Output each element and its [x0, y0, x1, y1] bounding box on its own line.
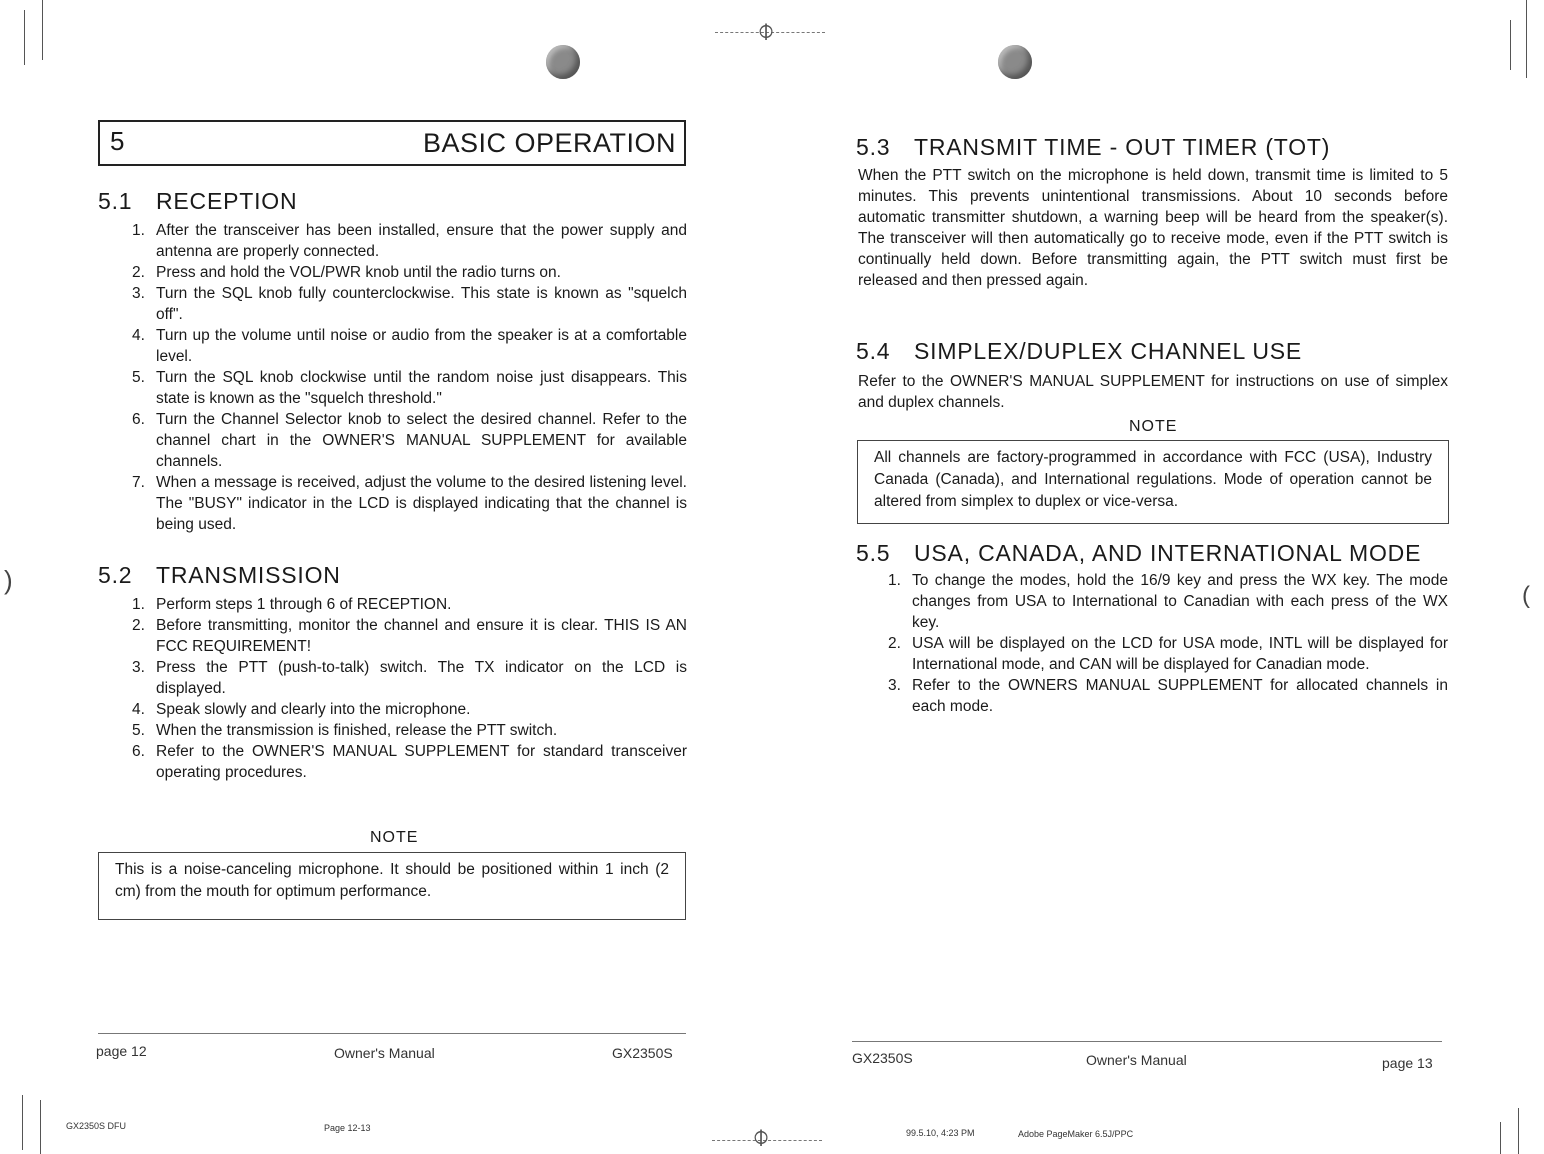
list-item: 3. Press the PTT (push-to-talk) switch. The TX indicator on the LCD is displayed.: [132, 659, 687, 697]
slug-file: GX2350S DFU: [66, 1121, 127, 1131]
section-heading-5-3: 5.3 TRANSMIT TIME - OUT TIMER (TOT): [856, 134, 1331, 160]
list-item: 7. When a message is received, adjust the volume to the desired listening level. The "BUSY" indicator in the LCD is displayed indicating that the channel is being used.: [132, 474, 687, 533]
note-text: This is a noise-canceling microphone. It should be positioned within 1 inch (2 cm) from the mouth for optimum performance.: [115, 861, 669, 900]
registration-mark-icon: ⌽: [752, 1120, 770, 1153]
list-item: 6. Refer to the OWNER'S MANUAL SUPPLEMENT for standard transceiver operating procedures.: [132, 743, 687, 781]
list-item: 1. Perform steps 1 through 6 of RECEPTION.: [132, 596, 452, 613]
chapter-number: 5: [110, 126, 125, 156]
list-item: 4. Turn up the volume until noise or audio from the speaker is at a comfortable level.: [132, 327, 687, 365]
transmission-steps: [132, 594, 687, 783]
slug-app: Adobe PageMaker 6.5J/PPC: [1018, 1129, 1134, 1139]
list-item: 5. Turn the SQL knob clockwise until the random noise just disappears. This state is known as the "squelch threshold.": [132, 369, 687, 407]
section-heading-5-2: 5.2 TRANSMISSION: [98, 562, 341, 588]
note-label: NOTE: [370, 829, 419, 846]
section-heading-5-4: 5.4 SIMPLEX/DUPLEX CHANNEL USE: [856, 338, 1303, 364]
footer-title: Owner's Manual: [1086, 1052, 1187, 1068]
list-item: 5. When the transmission is finished, release the PTT switch.: [132, 722, 558, 739]
list-item: 3. Refer to the OWNERS MANUAL SUPPLEMENT for allocated channels in each mode.: [888, 677, 1448, 715]
footer-page-number: page 12: [96, 1043, 147, 1059]
mode-steps: [888, 570, 1448, 717]
list-item: 2. Before transmitting, monitor the channel and ensure it is clear. THIS IS AN FCC REQUIREMENT!: [132, 617, 687, 655]
simplex-paragraph: Refer to the OWNER'S MANUAL SUPPLEMENT for instructions on use of simplex and duplex channels.: [858, 373, 1448, 411]
list-item: 4. Speak slowly and clearly into the microphone.: [132, 701, 471, 718]
chapter-header: [98, 120, 686, 166]
note-text: All channels are factory-programmed in accordance with FCC (USA), Industry Canada (Canada), and International regulations. Mode of operation cannot be altered from simplex to duplex or vice-versa.: [874, 449, 1432, 510]
footer-model: GX2350S: [852, 1050, 913, 1066]
right-page: [772, 0, 1544, 1154]
list-item: 2. Press and hold the VOL/PWR knob until the radio turns on.: [132, 264, 561, 281]
slug-pages: Page 12-13: [324, 1123, 371, 1133]
tot-paragraph: When the PTT switch on the microphone is held down, transmit time is limited to 5 minutes. This prevents unintentional transmissions. About 10 seconds before automatic transmitter shutdown, a warning beep will be heard from the speaker(s). The transceiver will then automatically go to receive mode, even if the PTT switch is continually held down. Before transmitting again, the PTT switch must first be released and then pressed again.: [858, 167, 1448, 289]
list-item: 1. After the transceiver has been installed, ensure that the power supply and antenna are properly connected.: [132, 222, 687, 260]
footer-rule: [98, 1033, 686, 1034]
registration-mark-icon: ⌽: [757, 14, 775, 47]
reception-steps: [132, 220, 687, 535]
side-bracket-icon: (: [1522, 582, 1530, 609]
section-heading-5-1: 5.1 RECEPTION: [98, 188, 298, 214]
footer-model: GX2350S: [612, 1045, 673, 1061]
list-item: 2. USA will be displayed on the LCD for USA mode, INTL will be displayed for International mode, and CAN will be displayed for Canadian mode.: [888, 635, 1448, 673]
side-bracket-icon: ): [4, 565, 13, 595]
footer-title: Owner's Manual: [334, 1045, 435, 1061]
list-item: 1. To change the modes, hold the 16/9 key and press the WX key. The mode changes from USA to International to Canadian with each press of the WX key.: [888, 572, 1448, 631]
list-item: 3. Turn the SQL knob fully counterclockwise. This state is known as "squelch off".: [132, 285, 687, 323]
note-box: [98, 852, 686, 920]
chapter-title: BASIC OPERATION: [422, 128, 676, 158]
note-label: NOTE: [1129, 418, 1178, 435]
list-item: 6. Turn the Channel Selector knob to select the desired channel. Refer to the channel chart in the OWNER'S MANUAL SUPPLEMENT for available channels.: [132, 411, 687, 470]
footer-page-number: page 13: [1382, 1055, 1433, 1071]
footer-rule: [852, 1041, 1442, 1042]
slug-date: 99.5.10, 4:23 PM: [906, 1128, 975, 1138]
note-box: [857, 440, 1449, 524]
section-heading-5-5: 5.5 USA, CANADA, AND INTERNATIONAL MODE: [856, 540, 1422, 566]
